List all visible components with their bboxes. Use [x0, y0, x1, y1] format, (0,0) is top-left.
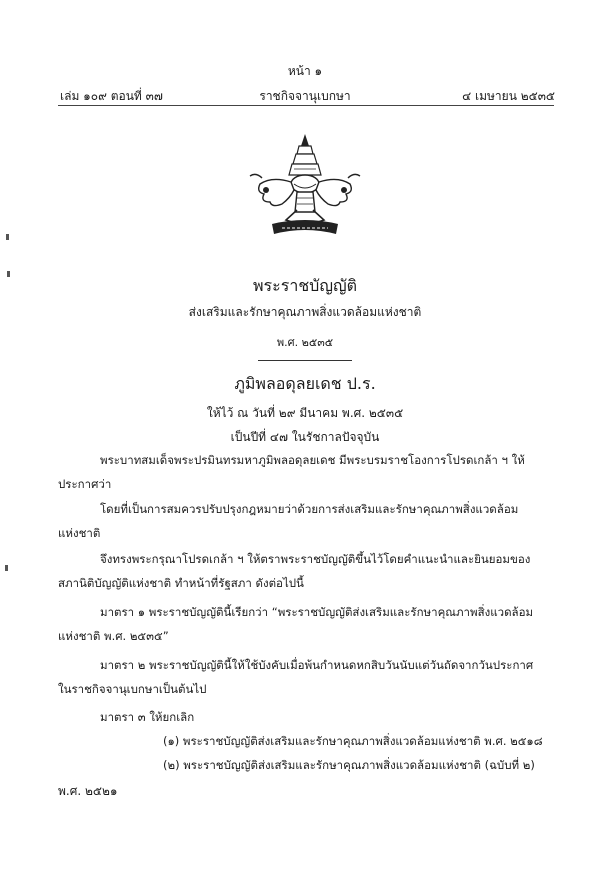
- enacting-line-2: สภานิติบัญญัติแห่งชาติ ทำหน้าที่รัฐสภา ดังต่อไปนี้: [58, 576, 304, 590]
- enacting-line-1: จึงทรงพระกรุณาโปรดเกล้า ฯ ให้ตราพระราชบัญญัติขึ้นไว้โดยคำแนะนำและยินยอมของ: [100, 552, 531, 566]
- section-1-line-1: มาตรา ๑ พระราชบัญญัตินี้เรียกว่า “พระราชบัญญัติส่งเสริมและรักษาคุณภาพสิ่งแวดล้อม: [100, 605, 534, 619]
- act-subtitle: ส่งเสริมและรักษาคุณภาพสิ่งแวดล้อมแห่งชาติ: [188, 305, 422, 319]
- section-3-item-2: (๒) พระราชบัญญัติส่งเสริมและรักษาคุณภาพสิ่งแวดล้อมแห่งชาติ (ฉบับที่ ๒): [163, 758, 535, 772]
- section-1-line-2: แห่งชาติ พ.ศ. ๒๕๓๕”: [58, 629, 169, 643]
- section-3-item-1: (๑) พระราชบัญญัติส่งเสริมและรักษาคุณภาพสิ่งแวดล้อมแห่งชาติ พ.ศ. ๒๕๑๘: [163, 734, 543, 748]
- section-2-line-1: มาตรา ๒ พระราชบัญญัตินี้ให้ใช้บังคับเมื่อพ้นกำหนดหกสิบวันนับแต่วันถัดจากวันประกาศ: [100, 658, 534, 672]
- section-2-line-2: ในราชกิจจานุเบกษาเป็นต้นไป: [58, 682, 207, 696]
- title-divider: [258, 360, 352, 361]
- gazette-name: ราชกิจจานุเบกษา: [259, 89, 351, 103]
- preamble-line-2: ประกาศว่า: [58, 477, 112, 491]
- preamble-line-1: พระบาทสมเด็จพระปรมินทรมหาภูมิพลอดุลยเดช มีพระบรมราชโองการโปรดเกล้า ฯ ให้: [100, 453, 525, 467]
- gazette-date: ๔ เมษายน ๒๕๓๕: [462, 89, 555, 103]
- section-3-heading: มาตรา ๓ ให้ยกเลิก: [100, 710, 195, 724]
- given-date: ให้ไว้ ณ วันที่ ๒๙ มีนาคม พ.ศ. ๒๕๓๕: [206, 406, 404, 420]
- reign-year: เป็นปีที่ ๔๗ ในรัชกาลปัจจุบัน: [230, 430, 380, 444]
- scan-speck: [6, 234, 9, 240]
- act-year: พ.ศ. ๒๕๓๕: [276, 336, 334, 349]
- whereas-line-2: แห่งชาติ: [58, 526, 101, 540]
- garuda-emblem-icon: [242, 132, 368, 242]
- volume-issue: เล่ม ๑๐๙ ตอนที่ ๓๗: [60, 89, 163, 103]
- header-rule: [58, 105, 554, 106]
- section-3-item-2-year: พ.ศ. ๒๕๒๑: [58, 784, 118, 798]
- act-title: พระราชบัญญัติ: [253, 276, 357, 295]
- scan-speck: [5, 565, 8, 571]
- whereas-line-1: โดยที่เป็นการสมควรปรับปรุงกฎหมายว่าด้วยการส่งเสริมและรักษาคุณภาพสิ่งแวดล้อม: [100, 502, 519, 516]
- page-number: หน้า ๑: [287, 64, 323, 78]
- king-name: ภูมิพลอดุลยเดช ป.ร.: [234, 374, 376, 393]
- scan-speck: [7, 271, 10, 277]
